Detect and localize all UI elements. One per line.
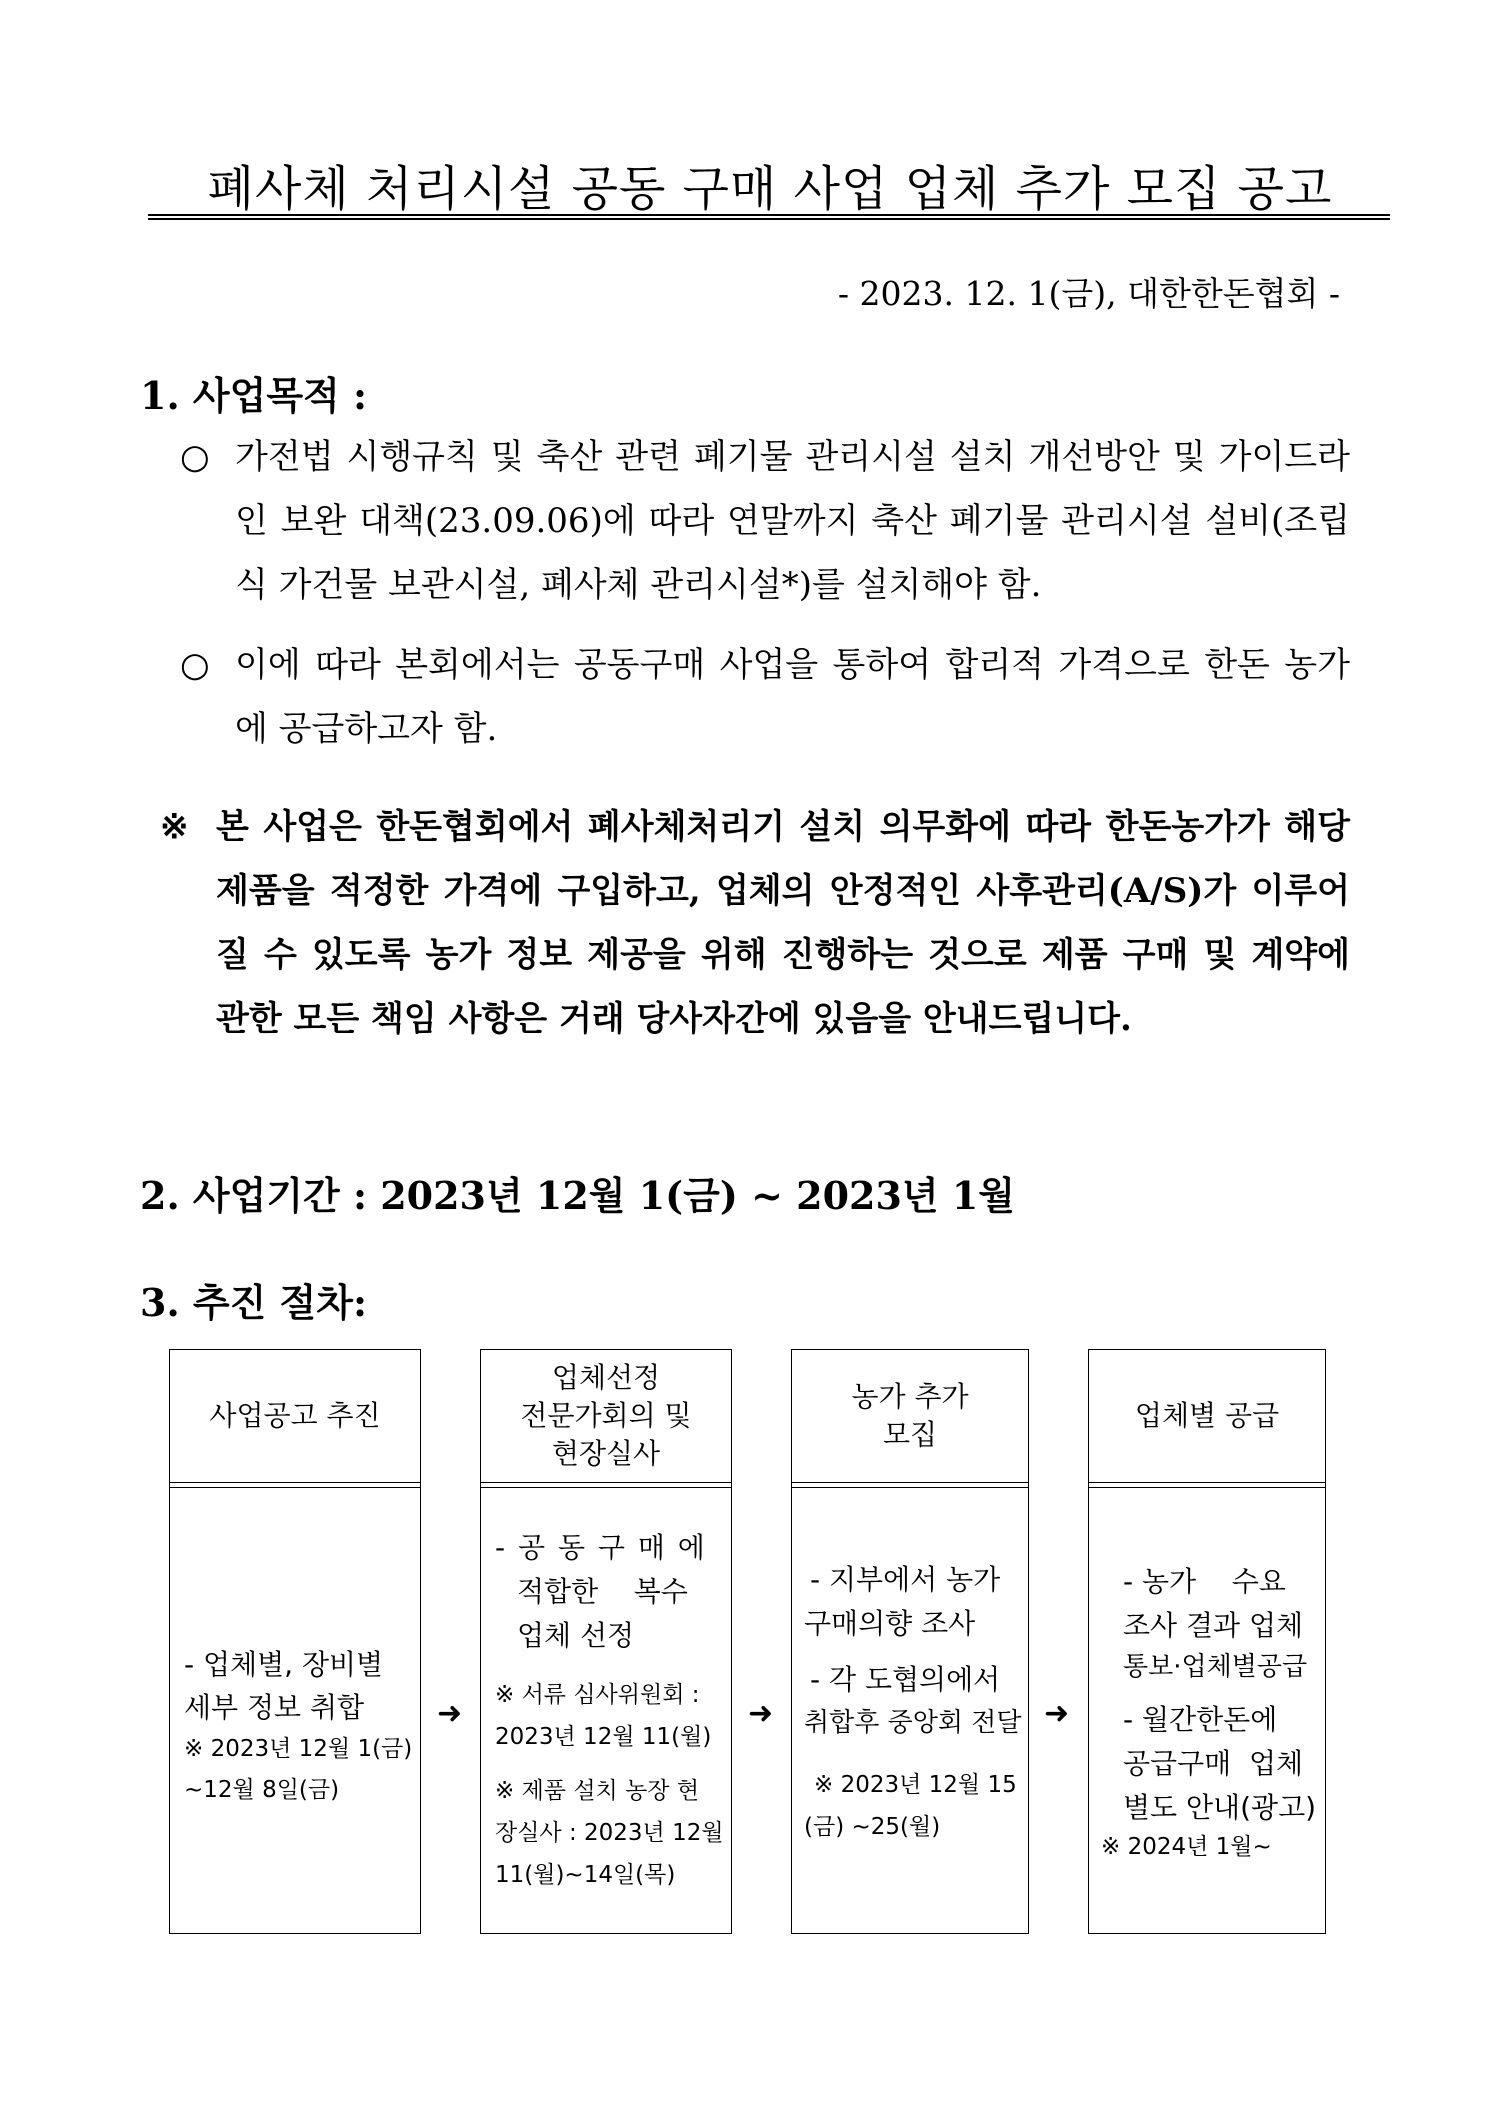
step-3-line: - 각 도협의에서 xyxy=(810,1663,1001,1696)
page-title: 폐사체 처리시설 공동 구매 사업 업체 추가 모집 공고 xyxy=(207,161,1333,217)
step-2-title: 전문가회의 및 xyxy=(520,1399,692,1432)
section3-heading: 3. 추진 절차: xyxy=(140,1280,367,1325)
step-1-header xyxy=(170,1350,420,1483)
step-2-title: 업체선정 xyxy=(551,1361,661,1394)
bullet-text: 가전법 시행규칙 및 축산 관련 폐기물 관리시설 설치 개선방안 및 가이드라인 보완 대책(23.09.06)에 따라 연말까지 축산 폐기물 관리시설 설비(조립식 가건물 보관시설, 폐사체 관리시설*)를 설치해야 함. xyxy=(235,437,1350,605)
step-4-body xyxy=(1089,1487,1325,1933)
bullet-text: 이에 따라 본회에서는 공동구매 사업을 통하여 합리적 가격으로 한돈 농가에 공급하고자 함. xyxy=(235,645,1350,749)
step-box-3 xyxy=(791,1349,1029,1934)
arrow-right-icon: ➜ xyxy=(437,1696,463,1731)
step-4-note: ※ 2024년 1월~ xyxy=(1101,1834,1272,1860)
section1-note xyxy=(160,795,1350,1051)
arrow-right-icon: ➜ xyxy=(748,1696,774,1731)
step-3-note: (금) ~25(월) xyxy=(804,1814,941,1840)
step-1-body xyxy=(170,1487,420,1933)
step-2-line: - 공 동 구 매 에 xyxy=(495,1531,707,1564)
section1-bullet-1 xyxy=(180,425,1350,617)
step-3-title: 모집 xyxy=(882,1418,938,1451)
step-3-title: 농가 추가 xyxy=(851,1380,969,1413)
step-3-body xyxy=(792,1487,1028,1933)
step-1-note: ※ 2023년 12월 1(금) xyxy=(184,1736,413,1762)
title-underline xyxy=(148,214,1390,220)
step-2-note: ※ 제품 설치 농장 현 xyxy=(495,1778,700,1804)
step-4-line: 공급구매 업체 xyxy=(1123,1747,1304,1780)
step-2-note: 2023년 12월 11(월) xyxy=(495,1724,712,1750)
step-1-line: 세부 정보 취합 xyxy=(184,1691,365,1724)
section1-heading: 1. 사업목적 : xyxy=(140,373,367,418)
step-2-title: 현장실사 xyxy=(551,1437,661,1470)
step-1-title: 사업공고 추진 xyxy=(209,1399,381,1432)
step-3-line: 구매의향 조사 xyxy=(804,1607,976,1640)
step-3-header xyxy=(792,1350,1028,1483)
step-box-4 xyxy=(1088,1349,1326,1934)
step-3-line: - 지부에서 농가 xyxy=(810,1563,1001,1596)
step-4-line: 조사 결과 업체 xyxy=(1123,1609,1304,1642)
bullet-mark: ○ xyxy=(180,437,210,477)
step-2-note: 장실사 : 2023년 12월 xyxy=(495,1820,724,1846)
step-2-body xyxy=(481,1487,731,1933)
step-1-line: - 업체별, 장비별 xyxy=(184,1648,384,1681)
note-text: 본 사업은 한돈협회에서 폐사체처리기 설치 의무화에 따라 한돈농가가 해당 제품을 적정한 가격에 구입하고, 업체의 안정적인 사후관리(A/S)가 이루어질 수 있도록 농가 정보 제공을 위해 진행하는 것으로 제품 구매 및 계약에 관한 모든 책임 사항은 거래 당사자간에 있음을 안내드립니다. xyxy=(216,807,1350,1039)
step-2-header xyxy=(481,1350,731,1483)
arrow-right-icon: ➜ xyxy=(1044,1696,1070,1731)
step-4-header xyxy=(1089,1350,1325,1483)
step-2-line: 적합한 복수 xyxy=(517,1575,688,1608)
step-2-line: 업체 선정 xyxy=(517,1619,635,1652)
step-1-note: ~12월 8일(금) xyxy=(184,1777,340,1803)
step-3-line: 취합후 중앙회 전달 xyxy=(804,1708,1022,1738)
step-4-line: - 농가 수요 xyxy=(1123,1565,1286,1598)
step-box-1 xyxy=(169,1349,421,1934)
step-4-line: 별도 안내(광고) xyxy=(1123,1791,1317,1824)
step-box-2 xyxy=(480,1349,732,1934)
step-4-title: 업체별 공급 xyxy=(1134,1399,1280,1432)
step-4-line: - 월간한돈에 xyxy=(1123,1703,1278,1736)
dateline: - 2023. 12. 1(금), 대한한돈협회 - xyxy=(837,274,1340,313)
note-mark: ※ xyxy=(160,807,189,847)
step-2-note: 11(월)~14일(목) xyxy=(495,1862,676,1888)
step-4-line: 통보·업체별공급 xyxy=(1123,1652,1308,1682)
section1-bullet-2 xyxy=(180,633,1350,761)
step-2-note: ※ 서류 심사위원회 : xyxy=(495,1682,700,1708)
bullet-mark: ○ xyxy=(180,645,210,685)
step-3-note: ※ 2023년 12월 15 xyxy=(814,1772,1017,1798)
section2-heading: 2. 사업기간 : 2023년 12월 1(금) ~ 2023년 1월 xyxy=(140,1173,1015,1218)
